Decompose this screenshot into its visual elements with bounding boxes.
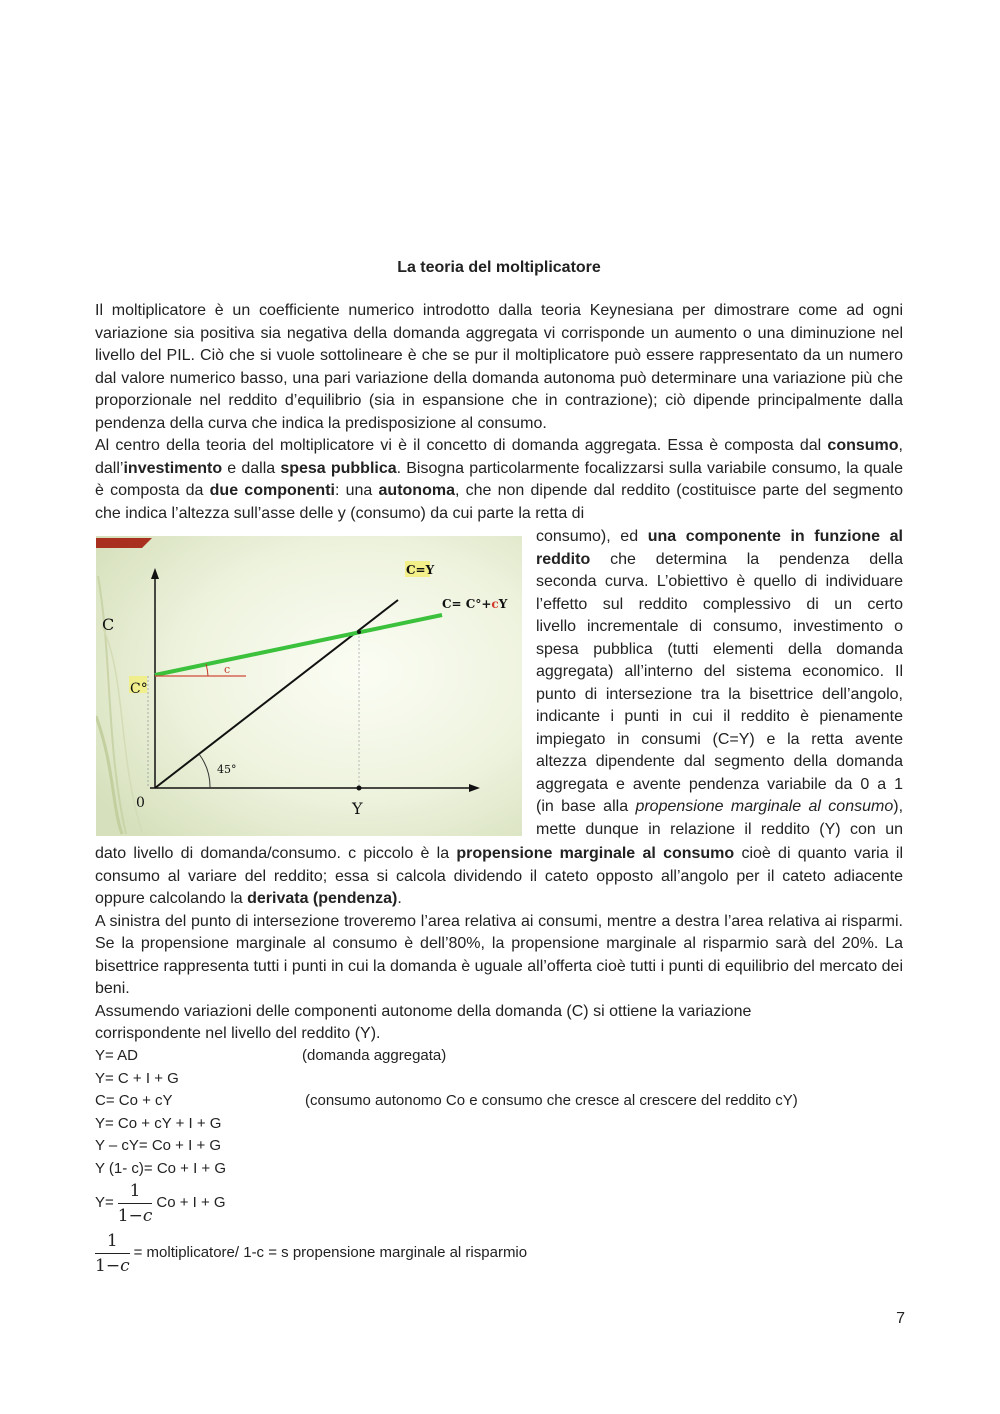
formula-note: (consumo autonomo Co e consumo che cresce al crescere del reddito cY) bbox=[305, 1092, 798, 1109]
co-label: C° bbox=[130, 681, 148, 697]
side-line: impiegato in consumi (C=Y) e la retta avente bbox=[536, 730, 903, 748]
figure-side-text bbox=[536, 526, 903, 841]
formula-note: (domanda aggregata) bbox=[302, 1047, 447, 1064]
paragraph-5: A sinistra del punto di intersezione troveremo l’area relativa ai consumi, mentre a destra l’area relativa ai risparmi. Se la propensione marginale al consumo è dell’80%, la propensione marginale al risparmio sarà del 20%. La bisettrice rappresenta tutti i punti in cui la domanda è uguale all’offerta cioè tutti i punti di equilibrio del mercato dei beni. bbox=[95, 912, 903, 997]
formula-line: Y= AD (domanda aggregata) bbox=[95, 1045, 903, 1068]
formula-fraction-line: $\frac{1}{1-c}$ = moltiplicatore/ 1-c = s propensione marginale al risparmio bbox=[95, 1230, 528, 1276]
formula-line: Y (1- c)= Co + I + G bbox=[95, 1159, 227, 1177]
consumption-function-label: C= C°+cY bbox=[442, 597, 508, 611]
formula-line: Y – cY= Co + I + G bbox=[95, 1137, 222, 1154]
formula-fraction-line: Y= $\frac{1}{1-c}$ Co + I + G bbox=[95, 1180, 226, 1226]
page-title: La teoria del moltiplicatore bbox=[397, 259, 601, 276]
consumption-diagram bbox=[96, 536, 522, 836]
side-line: l’effetto sul reddito complessivo di un certo bbox=[536, 595, 903, 613]
slope-label: c bbox=[224, 663, 231, 676]
side-line: reddito che determina la pendenza della bbox=[536, 550, 903, 568]
side-line: indicante i punti in cui il reddito è pienamente bbox=[536, 708, 903, 725]
origin-label: 0 bbox=[136, 795, 145, 811]
y-axis-label: Y bbox=[352, 799, 363, 818]
formula-line: Y= C + I + G bbox=[95, 1069, 179, 1087]
paragraph-1: Il moltiplicatore è un coefficiente numerico introdotto dalla teoria Keynesiana per dimostrare come ad ogni variazione sia positiva sia negativa della domanda aggregata vi corrisponde un aumento o una diminuzione nel livello del PIL. Ciò che si vuole sottolineare è che se pur il moltiplicatore può essere rappresentato da un numero dal valore numerico basso, una pari variazione della domanda autonoma può determinare una variazione più che proporzionale nel reddito d’equilibrio (sia in espansione che in contrazione); ciò dipende principalmente dalla pendenza della curva che indica la predisposizione al consumo. bbox=[95, 302, 903, 432]
body-text-top bbox=[95, 300, 903, 525]
side-line: punto di intersezione tra la bisettrice dell’angolo, bbox=[536, 685, 903, 703]
side-line: seconda curva. L’obiettivo è quello di individuare bbox=[536, 573, 903, 590]
angle-label: 45° bbox=[217, 763, 237, 776]
side-line: aggregata e avente pendenza variabile da 0 a 1 bbox=[536, 775, 903, 793]
formula-line: C= Co + cY (consumo autonomo Co e consumo che cresce al crescere del reddito cY) bbox=[95, 1090, 903, 1113]
side-line: livello incrementale di consumo, investimento o bbox=[536, 618, 903, 635]
side-line: aggregata) all’interno del sistema economico. Il bbox=[536, 663, 903, 680]
paragraph-6: Assumendo variazioni delle componenti autonome della domanda (C) si ottiene la variazione corrispondente nel livello del reddito (Y). bbox=[95, 1002, 752, 1042]
y-point bbox=[357, 786, 362, 791]
paragraph-4: dato livello di domanda/consumo. c piccolo è la propensione marginale al consumo cioè di quanto varia il consumo al variare del reddito; essa si calcola dividendo il cateto opposto all’angolo per il cateto adiacente oppure calcolando la derivata (pendenza). bbox=[95, 845, 904, 907]
intersection-point bbox=[357, 630, 361, 634]
formula-list bbox=[95, 1045, 903, 1276]
side-line: consumo), ed una componente in funzione al bbox=[536, 528, 903, 545]
c-axis-label: C bbox=[102, 615, 115, 634]
formula-line: Y= Co + cY + I + G bbox=[95, 1114, 222, 1132]
diagram-background bbox=[96, 536, 522, 836]
side-line: spesa pubblica (tutti elementi della domanda bbox=[536, 640, 903, 658]
side-line: mette dunque in relazione il reddito (Y) con un bbox=[536, 820, 903, 838]
paragraph-2: Al centro della teoria del moltiplicatore vi è il concetto di domanda aggregata. Essa è composta dal consumo, dall’investimento e dalla spesa pubblica. Bisogna particolarmente focalizzarsi sulla variabile consumo, la quale è composta da due componenti: una autonoma, che non dipende dal reddito (costituisce parte del segmento che indica l’altezza sull’asse delle y (consumo) da cui parte la retta di bbox=[95, 437, 904, 522]
side-line: altezza dipendente dal segmento della domanda bbox=[536, 753, 903, 770]
page-number: 7 bbox=[896, 1310, 905, 1327]
side-line: (in base alla propensione marginale al consumo), bbox=[536, 798, 904, 815]
body-text-bottom bbox=[95, 843, 903, 1046]
fraction: $\frac{1}{1-c}$ bbox=[117, 1180, 153, 1226]
fraction: $\frac{1}{1-c}$ bbox=[95, 1230, 130, 1276]
bisector-label: C=Y bbox=[406, 563, 435, 577]
